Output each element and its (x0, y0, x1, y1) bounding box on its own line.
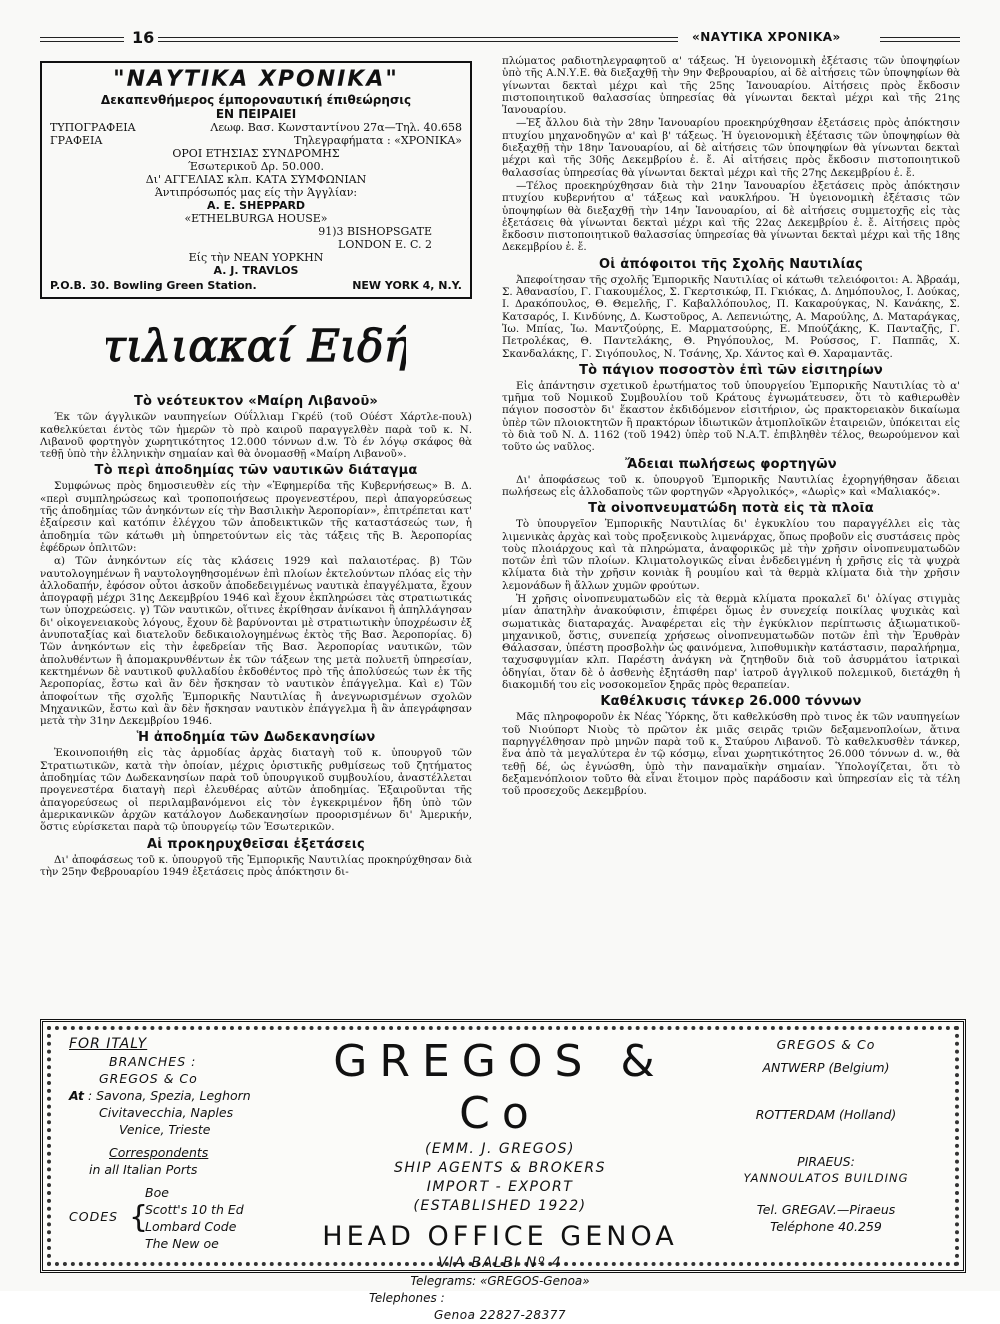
italy-cities-3: Venice, Trieste (119, 1122, 211, 1137)
printing-label: ΤΥΠΟΓΡΑΦΕΙΑ (50, 121, 136, 134)
piraeus-phone: Teléphone 40.259 (770, 1219, 882, 1234)
printing-address: Λεωφ. Βασ. Κωνσταντίνου 27α—Τηλ. 40.658 (210, 121, 462, 134)
article-paragraph: Ἡ χρῆσις οἰνοπνευματωδῶν εἰς τὰ θερμὰ κλίματα προκαλεῖ δι' ὀλίγας στιγμὰς μίαν ἀπατηλὴν ἀνακούφισιν, ἐπιφέρει ὅμως ἐν συνεχείᾳ ποικίλας ψυχικὰς καὶ σωματικὰς διαταραχάς. Ἀναφέρεται εἰς τὴν ἐγκύκλιον περίπτωσις ἀξιωματικοῦ-μηχανικοῦ, ὅστις, συνεπείᾳ χρήσεως οἰνοπνευματωδῶν ποτῶν ἐπὶ τὴν Ἐρυθρὰν Θάλασσαν, ὑπέστη προσβολὴν ὡς φαινόμενα, λιποθυμικὴν κατάστασιν, παραλήρημα, ταχυσφυγμίαν κλπ. Παρέστη ἀνάγκη νὰ ζητηθοῦν διὰ τοῦ ἀσυρμάτου ἰατρικαὶ ὁδηγίαι, ὅταν δὲ ὁ ἀσθενὴς ἐξητάσθη παρ' ἰατροῦ ἀγγλικοῦ πολεμικοῦ, διετάχθη ἡ διακομιδή του εἰς νοσοκομεῖον ξηρᾶς πρὸς θεραπείαν. (502, 592, 960, 692)
article (502, 457, 960, 499)
article (502, 363, 960, 454)
article (40, 837, 472, 879)
company-trade: IMPORT - EXPORT (426, 1179, 574, 1195)
header-rule-middle (158, 37, 678, 42)
codes-label: CODES (69, 1209, 119, 1224)
telegrams: Telegrams: «GREGOS-Genoa» (410, 1274, 590, 1288)
company-business: SHIP AGENTS & BROKERS (394, 1160, 606, 1176)
code-item: Scott's 10 th Ed (145, 1202, 244, 1217)
article-paragraph: Εἰς ἀπάντησιν σχετικοῦ ἐρωτήματος τοῦ ὑπουργείου Ἐμπορικῆς Ναυτιλίας τὸ α' τμῆμα τοῦ Νομικοῦ Συμβουλίου τοῦ Κράτους ἐγνωμάτευσεν, ὅτι τὸ καθιερωθὲν πάγιον ποσοστὸν δι' ἕκαστον ἐκδιδόμενον εἰσιτήριον, ὡς πρακτορειακὸν δικαίωμα ὑπὲρ τῶν πλοιοκτητῶν ἢ πρακτόρων ἰδιωτικῶν ἀτμοπλοϊκῶν ἑταιρειῶν, ὑπόκειται εἰς τὸ διὰ τοῦ Ν. Δ. 1162 (τοῦ 1942) ὑπὲρ τοῦ Ν.Α.Τ. ἐπιβληθὲν τέλος, θεωρούμενον καὶ τοῦτο ὡς ναῦλος. (502, 379, 960, 454)
article (502, 257, 960, 360)
branch-company: GREGOS & Co (99, 1071, 198, 1086)
offices-row (50, 134, 462, 147)
england-rep-street: 91)3 BISHOPSGATE (318, 225, 432, 238)
branches-label: BRANCHES : (109, 1054, 197, 1069)
offices-label: ΓΡΑΦΕΙΑ (50, 134, 103, 147)
masthead-box (40, 61, 472, 299)
rotterdam-office: ROTTERDAM (Holland) (755, 1107, 897, 1122)
piraeus-tel: Tel. GREGAV.—Piraeus (756, 1202, 896, 1217)
article (502, 501, 960, 691)
england-rep-city: LONDON E. C. 2 (338, 238, 432, 251)
article-heading: Τὰ οἰνοπνευματώδη ποτὰ εἰς τὰ πλοῖα (588, 501, 874, 517)
at-label: At (69, 1088, 84, 1103)
section-title-lettering (106, 313, 406, 379)
codes-brace: { (129, 1200, 149, 1235)
article-heading: Οἱ ἀπόφοιτοι τῆς Σχολῆς Ναυτιλίας (599, 256, 863, 272)
italy-cities-1: : Savona, Spezia, Leghorn (87, 1088, 251, 1103)
company-established: (ESTABLISHED 1922) (413, 1198, 587, 1214)
ad-left-block (69, 1036, 289, 1252)
section-title-text: ιλιακαί Ειδή (125, 321, 406, 372)
telephones-label: Telephones : (369, 1291, 445, 1305)
subscription-terms: ΟΡΟΙ ΕΤΗΣΙΑΣ ΣΥΝΔΡΟΜΗΣ (172, 147, 340, 160)
article (502, 55, 960, 254)
ny-pob: P.O.B. 30. Bowling Green Station. (50, 279, 257, 292)
england-rep-house: «ETHELBURGA HOUSE» (184, 212, 328, 225)
correspondents-1: Correspondents (109, 1145, 209, 1160)
section-title-outline: ιλιακαί Ειδή (125, 321, 406, 372)
codes-list (145, 1184, 244, 1252)
head-office-address: VIA BALBI Nº 4 (437, 1255, 563, 1271)
masthead-location: ΕΝ ΠΕΙΡΑΙΕΙ (215, 107, 297, 121)
article (40, 394, 472, 460)
masthead-name: "ΝΑΥΤΙΚΑ ΧΡΟΝΙΚΑ" (113, 67, 399, 92)
page-number: 16 (128, 28, 158, 47)
left-articles (40, 394, 472, 878)
article-paragraph: Ἀπεφοίτησαν τῆς σχολῆς Ἐμπορικῆς Ναυτιλίας οἱ κάτωθι τελειόφοιτοι: Α. Ἀβραάμ, Σ. Ἀθανασίου, Γ. Γιακουμέλος, Σ. Γκερτσικώφ, Π. Γκιόκας, Δ. Δημόπουλος, Ι. Δούκας, Ι. Δρακόπουλος, Θ. Θεμελῆς, Γ. Καβαλλόπουλος, Π. Κακαρούγκας, Ν. Κανάκης, Σ. Κατσαρός, Ι. Κινδύνης, Δ. Κωστοῦρος, Α. Λεπενιώτης, Α. Μαρούλης, Δ. Ματαράγκας, Ἰω. Μπίας, Ἰω. Μαντζούρης, Ε. Μαρματσούρης, Ε. Μπούζάκης, Κ. Πανταζῆς, Γ. Πετρολέκας, Θ. Παντελάκης, Θ. Ρηγόπουλος, Μ. Ρούσσος, Γ. Παππᾶς, Χ. Σκανδαλάκης, Γ. Σιγόπουλος, Ν. Τσάνης, Χρ. Χάντος καὶ Θ. Χαραμαντᾶς. (502, 273, 960, 360)
article-heading: Τὸ πάγιον ποσοστὸν ἐπὶ τῶν εἰσιτηρίων (579, 362, 883, 378)
ad-center-block (295, 1036, 705, 1324)
correspondents-2: in all Italian Ports (89, 1162, 198, 1177)
gregos-advertisement (40, 1019, 966, 1322)
article-paragraph: πλώματος ραδιοτηλεγραφητοῦ α' τάξεως. Ἡ ὑγειονομικὴ ἐξέτασις τῶν ὑποψηφίων ὑπὸ τῆς Α.Ν.Υ.Ε. θὰ διεξαχθῇ τὴν 9ην Φεβρουαρίου, αἱ δὲ αἰτήσεις τῶν ὑποψηφίων θὰ γίνωνται δεκταὶ μέχρι καὶ τῆς 25ης Ἰανουαρίου. Αἰτήσεις πρὸς ἔκδοσιν πιστοποιητικοῦ θαλασσίας ὑπηρεσίας θὰ γίνωνται δεκταὶ μέχρι καὶ τῆς 21ης Ἰανουαρίου. (502, 55, 960, 117)
right-column (502, 55, 960, 798)
article-paragraph: —Τέλος προεκηρύχθησαν διὰ τὴν 21ην Ἰανουαρίου ἐξετάσεις πρὸς ἀπόκτησιν πτυχίου κυβερνήτου α' τάξεως καὶ ναυκλήρου. Ἡ ὑγειονομικὴ ἐξέτασις τῶν ὑποψηφίων θὰ διεξαχθῇ τὴν 14ην Ἰανουαρίου, αἱ δὲ αἰτήσεις συμμετοχῆς εἰς τὰς ἐξετάσεις θὰ γίνωνται δεκταὶ μέχρι καὶ τῆς 22ας Δεκεμβρίου ἐ. ἔ. Αἰτήσεις πρὸς ἔκδοσιν πιστοποιητικοῦ θαλασσίας ὑπηρεσίας θὰ γίνωνται δεκταὶ μέχρι καὶ τῆς 18ης Δεκεμβρίου ἐ. ἔ. (502, 179, 960, 254)
article-paragraph: Τὸ ὑπουργεῖον Ἐμπορικῆς Ναυτιλίας δι' ἐγκυκλίου του παραγγέλλει εἰς τὰς λιμενικὰς ἀρχὰς καὶ τοὺς προξενικοὺς λιμενάρχας, ὅπως προβοῦν εἰς συστάσεις πρὸς τοὺς πλοιάρχους καὶ τὰ πληρώματα, ἀναφορικῶς μὲ τὴν χρῆσιν οἰνοπνευματωδῶν ποτῶν ἐπὶ τῶν πλοίων. Κλιματολογικῶς εἶναι ἐνδεδειγμένη ἡ χρῆσις εἰς τὰ ψυχρὰ κλίματα διὰ τὴν χρῆσιν κονιὰκ ἢ ρουμίου καὶ τὰ θερμὰ κλίματα διὰ τὴν χρῆσιν λεμονάδων ἢ ἄλλων χυμῶν φρούτων. (502, 518, 960, 592)
telegram-address: Τηλεγραφήματα : «ΧΡΟΝΙΚΑ» (294, 134, 462, 147)
company-owner: (EMM. J. GREGOS) (424, 1141, 576, 1157)
ad-inner (57, 1036, 949, 1322)
italy-cities-row (69, 1087, 289, 1104)
company-name: GREGOS & Co (333, 1036, 667, 1139)
right-articles (502, 55, 960, 797)
head-office: HEAD OFFICE GENOA (322, 1221, 678, 1252)
article (502, 694, 960, 797)
article-paragraph: Έκ τῶν άγγλικῶν ναυπηγείων Ούΐλλιαμ Γκρέϋ (τοῦ Ούέστ Χάρτλε-πουλ) καθελκύεται έντὸς τῶν ἡμερῶν τὸ πρὸ καιροῦ παραγγελθὲν παρὰ τοῦ κ. Ν. Λιβανοῦ φορτηγὸν χωρητικότητος 12.000 τόννων d.w. Τὸ έν λόγῳ σκάφος θὰ τεθῇ ὑπὸ τὴν ἑλληνικὴν σημαίαν καὶ θὰ ὀνομασθῇ «Μαίρη Λιβανοῦ». (40, 411, 472, 461)
article-paragraph: Δι' ἀποφάσεως τοῦ κ. ὑπουργοῦ Ἐμπορικῆς Ναυτιλίας ἐχορηγήθησαν ἄδειαι πωλήσεως εἰς ἀλλοδαποὺς τῶν φορτηγῶν «Ἀργολικός», «Δωρὶς» καὶ «Μαλιακός». (502, 473, 960, 498)
code-item: Boe (145, 1185, 169, 1200)
genoa-phones: Genoa 22827-28377 (434, 1308, 566, 1322)
article (40, 730, 472, 833)
header-rule-left (40, 37, 124, 42)
article-heading: Αἱ προκηρυχθεῖσαι ἐξετάσεις (147, 836, 365, 852)
article-paragraph: Δι' ἀποφάσεως τοῦ κ. ὑπουργοῦ τῆς Ἐμπορικῆς Ναυτιλίας προκηρύχθησαν διὰ τὴν 25ην Φεβρουαρίου 1949 ἐξετάσεις πρὸς ἀπόκτησιν δι- (40, 853, 472, 878)
running-header (40, 28, 960, 48)
article-paragraph: α) Τῶν ἀνηκόντων είς τὰς κλάσεις 1929 καὶ παλαιοτέρας. β) Τῶν ναυτολογημένων ἢ ναυτολογηθησομένων ἐπὶ πλοίων ἐκτελούντων πλόας εἰς τὴν ἀλλοδαπήν, ἐφόσον οὗτοι ἀσκοῦν ἀποδεδειγμένως ναυτικὰ ἐπαγγέλματα, ἔχουν ἀπογραφῇ μέχρι 31ης Δεκεμβρίου 1946 καὶ ἔχουν ἐκπληρώσει τὰς στρατιωτικάς των ὑποχρεώσεις. γ) Τῶν ναυτικῶν, οἵτινες ἐκρίθησαν ἀνίκανοι ἢ ἀπηλλάγησαν δι' οἰκογενειακοὺς λόγους, ἔχουν δὲ βαρύνονται μὲ στρατιωτικὴν ὑποχρέωσιν ἐξ ἀνυποταξίας καὶ διατελοῦν δεδικαιολογημένως ἐκτὸς τῆς Βασ. Ἀεροπορίας. δ) Τῶν ἀνηκόντων εἰς τὴν ἐφεδρείαν τῆς Βασ. Ἀεροπορίας ναυτικῶν, τῶν ἀπολυθέντων ἢ ἀπομακρυνθέντων ἐκ τῶν τάξεων της μετὰ πολυετῆ ὑπηρεσίαν, κεκτημένων δὲ ναυτικοῦ φυλλαδίου ἐκδοθέντος πρὸ τῆς ἀπολύσεώς των ἐκ τῆς Ἀεροπορίας, ἔστω καὶ ἂν δὲν ἤσκησαν τὸ ναυτικὸν ἐπάγγελμα. Καὶ ε) Τῶν ἀποφοίτων τῆς σχολῆς Ἐμπορικῆς Ναυτιλίας ἢ ἀνεγνωρισμένων σχολῶν Μηχανικῶν, ἔστω καὶ ἂν δὲν ἤσκησαν ναυτικὸν ἐπάγγελμα ἢ ἂν ἀπεγράφησαν μετὰ τὴν 31ην Δεκεμβρίου 1946. (40, 555, 472, 728)
for-italy: FOR ITALY (69, 1036, 148, 1052)
header-rule-right (880, 37, 960, 42)
article-heading: Καθέλκυσις τάνκερ 26.000 τόννων (600, 694, 862, 710)
codes-block (69, 1184, 289, 1252)
code-item: Lombard Code (145, 1219, 237, 1234)
article-paragraph: Μᾶς πληροφοροῦν ἐκ Νέας Ὑόρκης, ὅτι καθελκύσθη πρὸ τινος ἐκ τῶν ναυπηγείων τοῦ Νιούπορτ Νιοὺς τὸ πρῶτον ἐκ μιᾶς σειρᾶς τριῶν δεξαμενοπλοίων, ἅτινα παρηγγέλθησαν πρὸ μηνῶν παρὰ τοῦ κ. Σταύρου Λιβανοῦ. Τὸ καθελκυσθὲν τάνκερ, ἕνα ἀπὸ τὰ μεγαλύτερα ἐν τῷ κόσμῳ, εἶναι χωρητικότητος 26.000 τόννων d. w., θὰ τεθῇ δέ, ὡς ἐγνώσθη, ὑπὸ τὴν παναμαϊκὴν σημαίαν. Ὑπολογίζεται, ὅτι τὸ δεξαμενόπλοιον τοῦτο θὰ εἶναι ἕτοιμον πρὸς παράδοσιν καὶ ὑπηρεσίαν εἰς τὰ τέλη τοῦ προσεχοῦς Δεκεμβρίου. (502, 711, 960, 798)
ny-rep-label: Είς τὴν ΝΕΑΝ ΥΟΡΚΗΝ (188, 251, 324, 264)
ad-right-block (711, 1036, 941, 1235)
article-heading: Ἡ ἀποδημία τῶν Δωδεκανησίων (136, 730, 376, 746)
subscription-price: Έσωτερικοῦ Δρ. 50.000. (187, 160, 324, 173)
ny-rep-name: A. J. TRAVLOS (213, 264, 299, 277)
publication-title: «ΝΑΥΤΙΚΑ ΧΡΟΝΙΚΑ» (688, 30, 845, 44)
article-paragraph: Συμφώνως πρὸς δημοσιευθὲν είς τὴν «Ἐφημερίδα τῆς Κυβερνήσεως» Β. Δ. «περὶ συμπληρώσεως καὶ τροποποιήσεως προγενεστέρου, περὶ ἀπαγορεύσεως τῆς ἀποδημίας τῶν ἀνηκόντων είς τὴν Βασιλικὴν Ἀεροπορίαν», ἐπιτρέπεται κατ' ἐξαίρεσιν καὶ κατόπιν ἐλέγχου τῶν ἀποδεικτικῶν τῆς καταστάσεώς των, ἡ ἀποδημία τῶν κάτωθι μὴ ὑπηρετούντων εἰς τὰς τάξεις τῆς Β. Ἀεροπορίας ἐφέδρων ὁπλιτῶν: (40, 480, 472, 554)
section-title (40, 313, 472, 382)
ny-city: NEW YORK 4, N.Y. (352, 279, 462, 292)
article (40, 463, 472, 727)
masthead-tagline: Δεκαπενθήμερος έμποροναυτική έπιθεώρησις (100, 93, 412, 107)
piraeus-label: PIRAEUS: (797, 1154, 855, 1169)
article-paragraph: Ἐκοινοποιήθη εἰς τὰς ἁρμοδίας ἀρχὰς διαταγὴ τοῦ κ. ὑπουργοῦ τῶν Στρατιωτικῶν, κατὰ τὴν ὁποίαν, μέχρις ὁριστικῆς ρυθμίσεως τοῦ ζητήματος ἀποδημίας τῶν Δωδεκανησίων παρὰ τοῦ ὑπουργικοῦ συμβουλίου, ἀναστέλλεται προγενεστέρα διαταγὴ περὶ ἐλευθέρας αὐτῶν ἀποδημίας. Ἐξαιροῦνται τῆς ἀπαγορεύσεως οἱ περιλαμβανόμενοι εἰς τὸν ἐγκεκριμένον ἤδη ὑπὸ τῶν ἀμερικανικῶν ἀρχῶν κατάλογον Δωδεκανησίων προορισμένων δι' Ἀμερικήν, ὅστις εὑρίσκεται παρὰ τῷ ὑπουργείῳ τῶν Ἐσωτερικῶν. (40, 747, 472, 834)
code-item: The New oe (145, 1236, 219, 1251)
article-heading: Ἄδειαι πωλήσεως φορτηγῶν (625, 456, 837, 472)
article-paragraph: —Ἐξ ἄλλου διὰ τὴν 28ην Ἰανουαρίου προεκηρύχθησαν ἐξετάσεις πρὸς ἀπόκτησιν πτυχίου μηχανοδηγῶν α' καὶ β' τάξεως. Ἡ ὑγειονομικὴ ἐξέτασις τῶν ὑποψηφίων θὰ διεξαχθῇ τὴν 18ην Ἰανουαρίου, αἱ δὲ αἰτήσεις τῶν ὑποψηφίων θὰ γίνωνται δεκταὶ μέχρι καὶ τῆς 30ῆς Δεκεμβρίου ἐ. ἔ. Αἱ αἰτήσεις πρὸς ἔκδοσιν πιστοποιητικοῦ θαλασσίας ὑπηρεσίας θὰ γίνωνται δεκταὶ μέχρι καὶ τῆς 27ης Δεκεμβρίου ἐ. ἔ. (502, 117, 960, 179)
england-rep-label: Άντιπρόσωπός μας είς τὴν Άγγλίαν: (154, 186, 358, 199)
article-heading: Τὸ περὶ ἀποδημίας τῶν ναυτικῶν διάταγμα (94, 463, 418, 479)
england-rep-name: A. E. SHEPPARD (206, 199, 306, 212)
antwerp-company: GREGOS & Co (776, 1037, 876, 1052)
article-heading: Τὸ νεότευκτον «Μαίρη Λιβανοῦ» (133, 394, 379, 410)
ny-address-row (50, 279, 462, 292)
left-column (40, 55, 472, 879)
italy-cities-2: Civitavecchia, Naples (99, 1105, 234, 1120)
piraeus-building: YANNOULATOS BUILDING (743, 1171, 909, 1185)
antwerp-office: ANTWERP (Belgium) (762, 1060, 890, 1075)
ads-terms: Δι' ΑΓΓΕΛΙΑΣ κλπ. ΚΑΤΑ ΣΥΜΦΩΝΙΑΝ (145, 173, 367, 186)
printing-row (50, 121, 462, 134)
